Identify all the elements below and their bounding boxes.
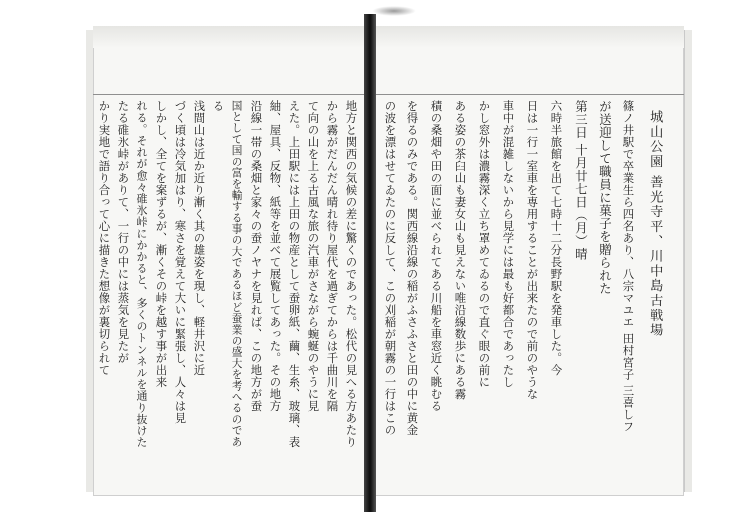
- right-page-line: 日は一行一室車を専用することが出来たので前のやうな: [525, 100, 540, 400]
- left-page-line: 紬、屋具、反物、紙等を並べて展覧してあった。その地方: [268, 100, 283, 412]
- left-page-line: づく頃は冷気加はり、寒さを覚えて大いに緊張し、人々は見: [173, 100, 188, 424]
- right-page-line: 第三日 十月廿七日（月）晴: [573, 100, 589, 261]
- left-page-line: かり実地で語り合って心に描きた想像が裏切られて: [97, 100, 112, 376]
- left-page-line: から霧がだんだん晴れ待り屋代を過ぎてからは千曲川を隔: [325, 100, 340, 412]
- right-page-line: かし窓外は濃霧深く立ち罩めてゐるので直ぐ眼の前に: [477, 100, 492, 388]
- book-spine: [364, 14, 376, 512]
- page-top-band: [93, 26, 684, 48]
- right-page-line: 車中が混雑しないから見学には最も好都合であったし: [501, 100, 516, 388]
- left-page-rule: [93, 94, 366, 95]
- left-page-line: 地方と関西の気候の差に驚くのであった。松代の見へる方あたり: [344, 100, 359, 448]
- left-page-line: れる。それが愈々碓氷峠にかかると、多くのトンネルを通り抜けた: [135, 100, 148, 448]
- right-page-title: 城山公園 善光寺平、川中島古戦場: [647, 110, 663, 338]
- right-page-rule: [376, 94, 684, 95]
- left-page-line: えた。上田駅には上田の物産として蚕卵紙、繭、生糸、玻璃、表: [287, 100, 302, 448]
- left-page-line: 浅間山は近か近り漸く其の雄姿を現し、軽井沢に近: [192, 100, 207, 376]
- right-page-line: ある姿の茶臼山も妻女山も見えない唯沿線数歩にある霧: [453, 100, 468, 400]
- right-page-line: 積の桑畑や田の面に並べられてある川船を車窓近く眺むる: [429, 100, 444, 412]
- left-page-line: る: [211, 100, 226, 112]
- left-page-line: たる碓氷峠がありて、一行の中には蒸気を見たが: [116, 100, 131, 364]
- right-page-line: の波を漂はせてゐたのに反して、この刈稲が朝霧の一行はこの: [383, 100, 398, 436]
- left-page-line: て向の山を上る古風な旅の汽車がさながら蜿蜒のやうに見: [306, 100, 321, 412]
- left-page-line: しかし、全てを案ずるが、漸くその峠を越す事が出来: [154, 100, 169, 388]
- left-page-line: 国として国の富を輸する事の大であるほど蚕業の盛大を考へるのであ: [230, 100, 243, 448]
- top-smudge: [372, 6, 416, 16]
- right-page-line: 篠ノ井駅で卒業生ら四名あり、八宗マユエ 田村宮子 三喜しフ: [621, 100, 636, 433]
- right-page-line: が送迎して職員に菓子を贈られた: [597, 100, 613, 295]
- right-page-edge: [684, 30, 692, 492]
- right-page-line: 六時半旅館を出て七時十二分長野駅を発車した。今: [549, 100, 564, 376]
- left-page-line: 沿線一帯の桑畑と家々の蚕ノヤナを見れば、この地方が蚕: [249, 100, 264, 412]
- right-page-line: を得るのみである。関西線沿線の稲がふさふさと田の中に黄金: [405, 100, 420, 436]
